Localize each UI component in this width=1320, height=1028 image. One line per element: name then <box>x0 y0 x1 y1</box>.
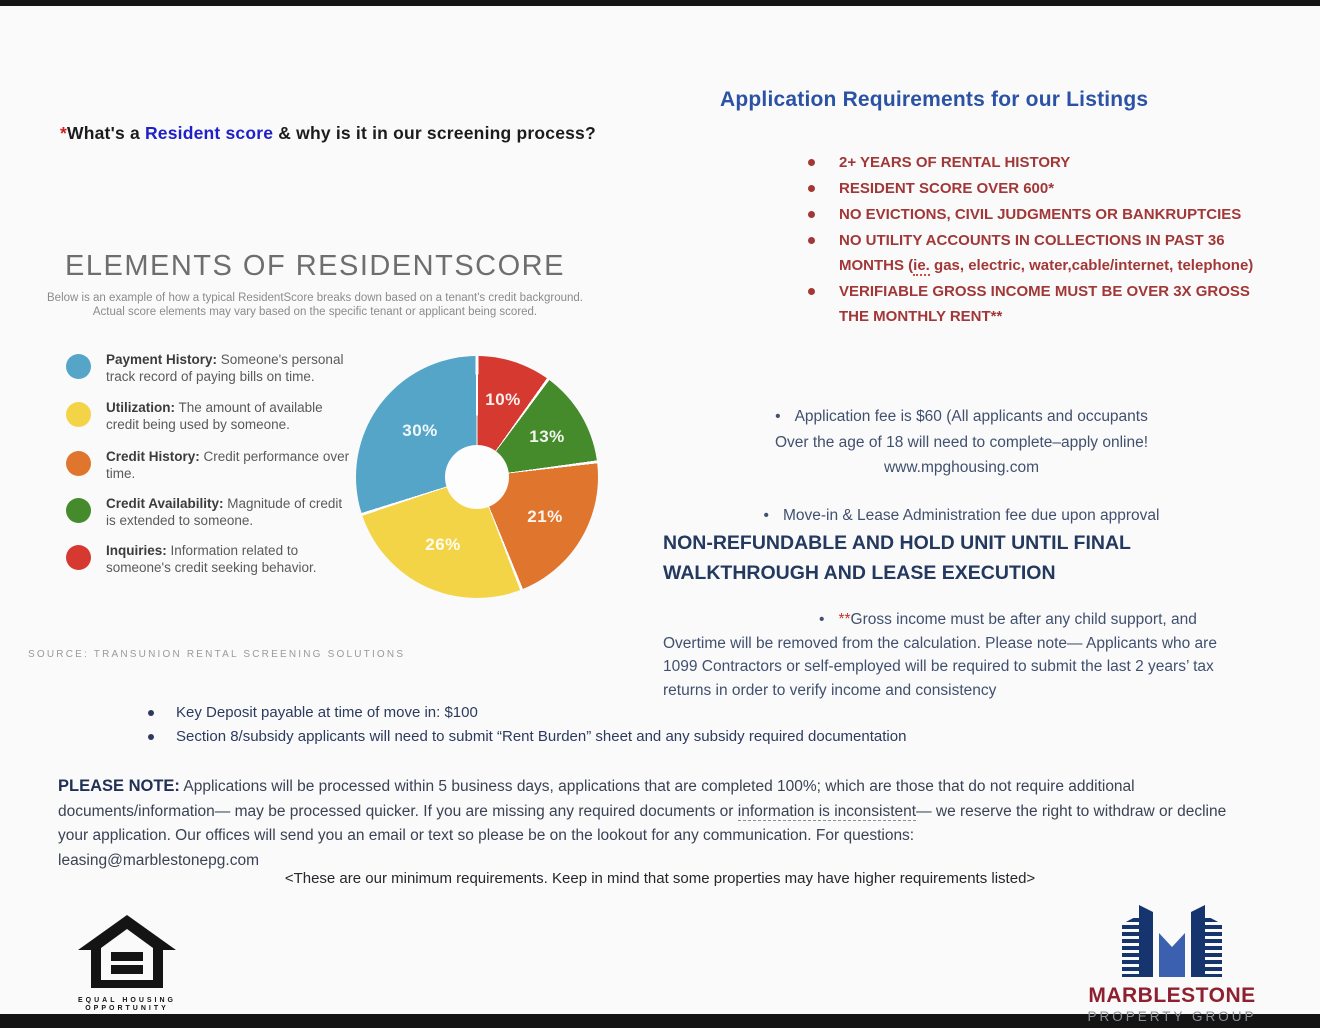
list-item <box>808 176 1270 201</box>
application-fee-line2: Over the age of 18 will need to complete–apply online! <box>774 433 1149 451</box>
legend-dot-credit-history <box>66 451 91 476</box>
donut-hole <box>445 445 509 509</box>
footnote-stars: ** <box>838 611 851 628</box>
legend-dot-credit-availability <box>66 498 91 523</box>
list-item <box>148 701 1048 725</box>
legend-dot-inquiries <box>66 545 91 570</box>
marblestone-tagline: PROPERTY GROUP <box>1087 1009 1257 1024</box>
requirement-text-pre: NO UTILITY ACCOUNTS IN COLLECTIONS IN PAST 36 MONTHS ( <box>839 232 1225 274</box>
legend-label: Payment History: <box>106 352 218 367</box>
title-suffix: & why is it in our screening process? <box>273 123 596 143</box>
legend-dot-payment-history <box>66 354 91 379</box>
email-link[interactable]: leasing@marblestonepg.com <box>58 851 259 869</box>
application-fee-note <box>663 404 1260 481</box>
gross-income-text: Gross income must be after any child support, and Overtime will be removed from the calculation. Please note— Applicants who are 1099 Contractors or self-employed will be required to submit the last 2 years’ tax returns in order to verify income and consistency <box>663 611 1217 699</box>
pie-label-credit-history: 21% <box>527 507 563 526</box>
legend-label: Inquiries: <box>106 543 167 558</box>
equal-housing-house-icon <box>74 912 180 992</box>
title-prefix: What's a <box>67 123 145 143</box>
please-note-text-1: Applications will be processed within 5 business days, applications that are completed 100%; which are those that do not require additional documents/information— may be processed quicker. If you are missing any required documents or <box>58 778 1135 820</box>
legend-item <box>66 496 351 529</box>
please-note-underlined: information is inconsistent <box>737 802 917 820</box>
bullet-icon: • <box>819 611 825 628</box>
requirement-text-post: gas, electric, water,cable/internet, telephone) <box>929 257 1254 274</box>
legend-description: The amount of available credit being used by someone. <box>106 400 323 432</box>
legend-description: Information related to someone's credit seeking behavior. <box>106 543 317 575</box>
legend-item <box>66 400 351 433</box>
legend-item <box>66 449 351 482</box>
equal-housing-text-line1: EQUAL HOUSING <box>78 997 176 1004</box>
equal-housing-text-line2: OPPORTUNITY <box>85 1005 169 1012</box>
website-link[interactable]: www.mpghousing.com <box>883 459 1040 476</box>
top-border <box>0 0 1320 6</box>
movein-fee-text: Move-in & Lease Administration fee due upon approval <box>782 507 1160 524</box>
requirement-text: VERIFIABLE GROSS INCOME MUST BE OVER 3X GROSS THE MONTHLY RENT** <box>839 283 1250 325</box>
bullet-icon <box>808 159 815 166</box>
list-item <box>148 725 1048 749</box>
legend-dot-utilization <box>66 402 91 427</box>
please-note-label: PLEASE NOTE: <box>58 777 180 795</box>
deposit-text: Key Deposit payable at time of move in: $100 <box>176 704 478 721</box>
marblestone-logo <box>1082 897 1262 1024</box>
requirement-text: 2+ YEARS OF RENTAL HISTORY <box>839 154 1071 171</box>
bullet-icon <box>148 734 154 740</box>
legend-description: Credit performance over time. <box>106 449 350 481</box>
gross-income-note <box>663 608 1253 702</box>
bullet-icon: • <box>775 408 781 425</box>
legend-description: Magnitude of credit is extended to someone. <box>106 496 343 528</box>
legend-description: Someone's personal track record of paying bills on time. <box>106 352 344 384</box>
chart-legend <box>66 352 351 591</box>
bullet-icon: • <box>763 507 769 524</box>
requirement-text <box>839 228 1270 278</box>
pie-label-credit-availability: 13% <box>529 427 565 446</box>
requirements-list <box>808 150 1270 330</box>
please-note-text-2: — we reserve the right to withdraw or decline your application. Our offices will send you an email or text so please be on the lookout for any communication. For questions: <box>58 802 1227 844</box>
deposit-text: Section 8/subsidy applicants will need to submit “Rent Burden” sheet and any subsidy required documentation <box>176 727 907 745</box>
list-item <box>808 279 1270 329</box>
requirement-text: NO EVICTIONS, CIVIL JUDGMENTS OR BANKRUPTCIES <box>839 206 1242 223</box>
deposits-list <box>148 701 1048 748</box>
page-title <box>60 123 596 144</box>
marblestone-name: MARBLESTONE <box>1088 984 1256 1007</box>
bullet-icon <box>808 185 815 192</box>
legend-item <box>66 543 351 576</box>
equal-housing-logo <box>74 912 180 1013</box>
requirement-text-underlined: ie. <box>913 257 930 274</box>
chart-subtitle: Below is an example of how a typical ResidentScore breaks down based on a tenant's credit background. Actual score elements may vary based on the specific tenant or applicant being scored. <box>47 292 583 318</box>
bullet-icon <box>808 237 815 244</box>
list-item <box>808 150 1270 175</box>
marblestone-buildings-icon <box>1082 897 1262 977</box>
pie-label-payment-history: 30% <box>402 421 438 440</box>
list-item <box>808 202 1270 227</box>
chart-source: SOURCE: TRANSUNION RENTAL SCREENING SOLUTIONS <box>28 649 406 660</box>
legend-item <box>66 352 351 385</box>
residentscore-donut-chart <box>356 356 598 598</box>
requirement-text: RESIDENT SCORE OVER 600* <box>839 180 1055 197</box>
legend-label: Utilization: <box>106 400 175 415</box>
legend-label: Credit History: <box>106 449 200 464</box>
nonrefundable-note: NON-REFUNDABLE AND HOLD UNIT UNTIL FINAL WALKTHROUGH AND LEASE EXECUTION <box>663 532 1131 584</box>
list-item <box>808 228 1270 278</box>
chart-title: ELEMENTS OF RESIDENTSCORE <box>65 250 565 282</box>
requirements-heading: Application Requirements for our Listings <box>720 88 1149 111</box>
please-note-paragraph <box>58 774 1260 873</box>
pie-label-utilization: 26% <box>425 535 461 554</box>
title-asterisk: * <box>60 123 68 143</box>
title-highlight: Resident score <box>144 123 274 143</box>
residentscore-pie <box>356 356 598 598</box>
pie-label-inquiries: 10% <box>485 390 521 409</box>
application-fee-line1: Application fee is $60 (All applicants and occupants <box>794 408 1148 425</box>
bullet-icon <box>808 211 815 218</box>
movein-fee-note <box>663 503 1260 529</box>
bullet-icon <box>808 288 815 295</box>
bullet-icon <box>148 710 154 716</box>
legend-label: Credit Availability: <box>106 496 224 511</box>
minimum-requirements-note: <These are our minimum requirements. Keep in mind that some properties may have higher requirements listed> <box>284 870 1036 887</box>
